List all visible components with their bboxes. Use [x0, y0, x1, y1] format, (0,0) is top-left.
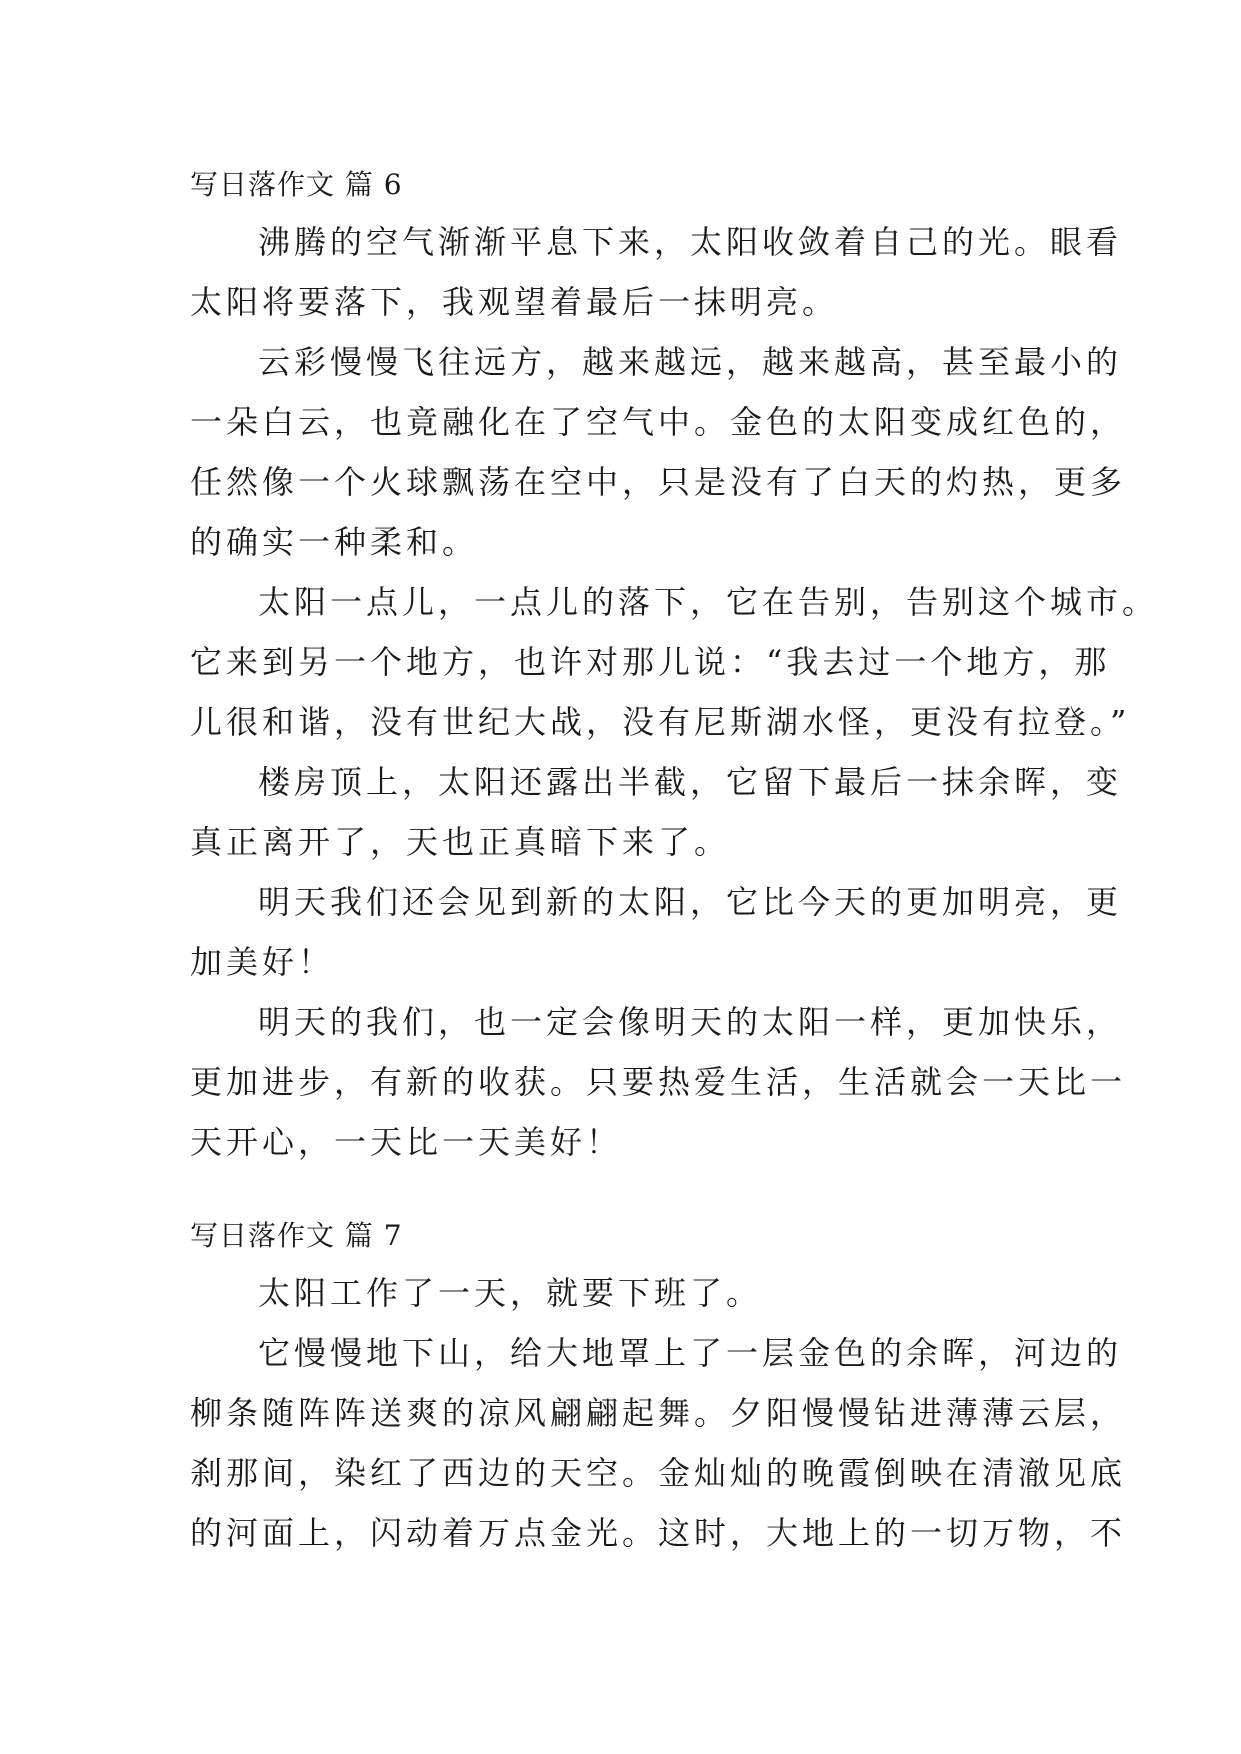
section-body [190, 222, 1159, 1182]
essay-section-6 [190, 165, 1159, 1182]
paragraph-line: 任然像一个火球飘荡在空中，只是没有了白天的灼热，更多 [190, 463, 1127, 501]
paragraph-line: 沸腾的空气渐渐平息下来，太阳收敛着自己的光。眼看 [258, 223, 1123, 261]
paragraph-line: 云彩慢慢飞往远方，越来越远，越来越高，甚至最小的 [258, 343, 1123, 381]
section-title: 写日落作文 篇 7 [190, 1219, 403, 1252]
paragraph-line: 太阳工作了一天，就要下班了。 [258, 1274, 763, 1312]
paragraph-line: 儿很和谐，没有世纪大战，没有尼斯湖水怪，更没有拉登。” [190, 703, 1131, 741]
section-title: 写日落作文 篇 6 [190, 168, 403, 201]
paragraph-line: 刹那间，染红了西边的天空。金灿灿的晚霞倒映在清澈见底 [190, 1454, 1127, 1492]
paragraph-line: 明天的我们，也一定会像明天的太阳一样，更加快乐， [258, 1003, 1123, 1041]
paragraph-line: 的确实一种柔和。 [190, 523, 479, 561]
paragraph-line: 它来到另一个地方，也许对那儿说：“我去过一个地方，那 [190, 643, 1111, 681]
paragraph-line: 加美好！ [190, 943, 335, 981]
paragraph-line: 太阳将要落下，我观望着最后一抹明亮。 [190, 283, 839, 321]
section-body [190, 1273, 1127, 1573]
paragraph-line: 天开心，一天比一天美好！ [190, 1123, 623, 1161]
essay-section-7 [190, 1216, 1127, 1573]
paragraph-line: 它慢慢地下山，给大地罩上了一层金色的余晖，河边的 [258, 1334, 1123, 1372]
paragraph-line: 柳条随阵阵送爽的凉风翩翩起舞。夕阳慢慢钻进薄薄云层， [190, 1394, 1127, 1432]
paragraph-line: 真正离开了，天也正真暗下来了。 [190, 823, 731, 861]
paragraph-line: 太阳一点儿，一点儿的落下，它在告别，告别这个城市。 [258, 583, 1159, 621]
paragraph-line: 明天我们还会见到新的太阳，它比今天的更加明亮，更 [258, 883, 1123, 921]
paragraph-line: 一朵白云，也竟融化在了空气中。金色的太阳变成红色的， [190, 403, 1127, 441]
paragraph-line: 更加进步，有新的收获。只要热爱生活，生活就会一天比一 [190, 1063, 1127, 1101]
paragraph-line: 楼房顶上，太阳还露出半截，它留下最后一抹余晖，变 [258, 763, 1123, 801]
paragraph-line: 的河面上，闪动着万点金光。这时，大地上的一切万物，不 [190, 1514, 1127, 1552]
